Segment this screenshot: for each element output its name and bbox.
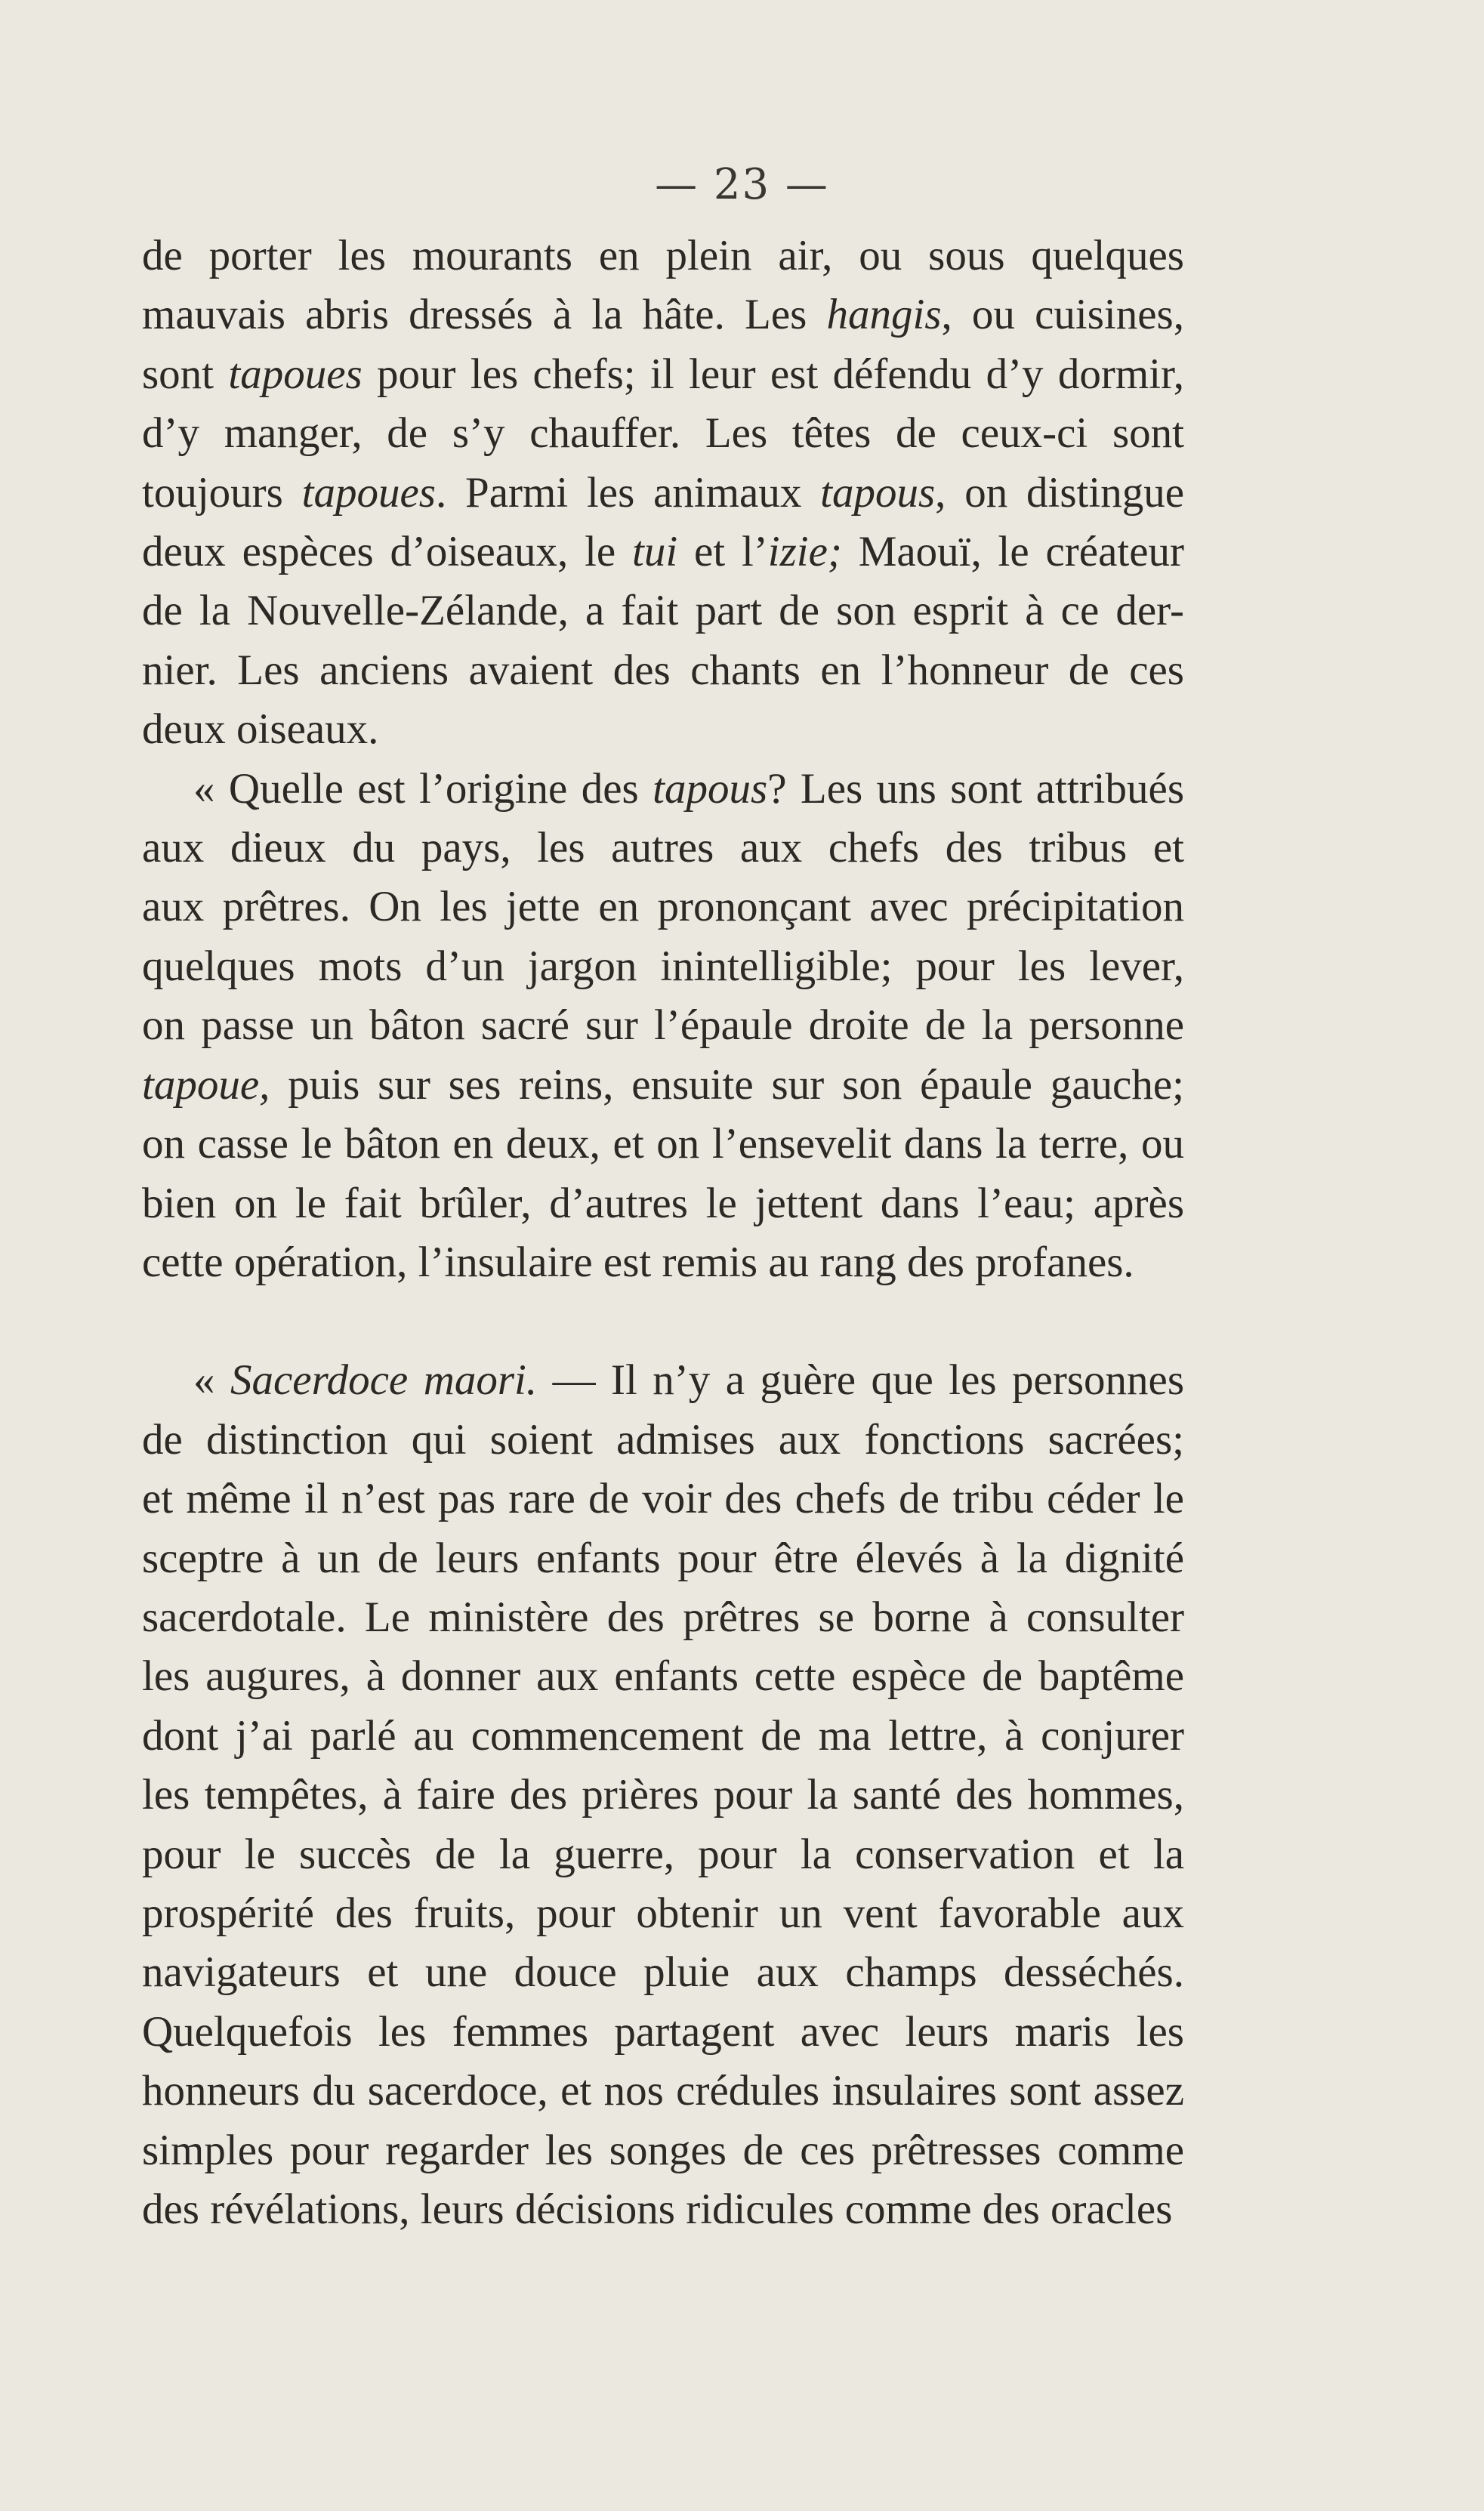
text-line [142, 1529, 1184, 1588]
text-line [142, 1174, 1184, 1233]
text-line [142, 1707, 1184, 1766]
text-line [142, 2003, 1184, 2062]
text-run: prospérité des fruits, pour obtenir un vent favorable aux [142, 1889, 1184, 1937]
body-text [142, 227, 1184, 2239]
text-run: , on distingue [935, 468, 1184, 517]
italic-term: tapous [820, 468, 936, 517]
text-line [142, 1056, 1184, 1115]
text-line [142, 227, 1184, 285]
text-run: mauvais abris dressés à la hâte. Les [142, 291, 827, 339]
text-line [142, 1588, 1184, 1647]
text-line [142, 2062, 1184, 2121]
text-run: des révélations, leurs décisions ridicules comme des oracles [142, 2186, 1173, 2233]
text-run: bien on le fait brûler, d’autres le jettent dans l’eau; après [142, 1179, 1184, 1227]
text-run: pour le succès de la guerre, pour la conservation et la [142, 1830, 1184, 1878]
text-line [142, 996, 1184, 1055]
italic-term: izie; [767, 528, 842, 576]
text-run: d’y manger, de s’y chauffer. Les têtes de ceux-ci sont [142, 409, 1184, 458]
paragraph-tapou-origin [142, 760, 1184, 1293]
italic-term: hangis [826, 291, 942, 339]
text-run: Quelquefois les femmes partagent avec leurs maris les [142, 2007, 1184, 2056]
text-line [142, 700, 1184, 759]
text-line [142, 1884, 1184, 1943]
text-line [142, 285, 1184, 344]
text-run: Maouï, le créateur [841, 528, 1184, 576]
text-run: simples pour regarder les songes de ces prêtresses comme [142, 2126, 1184, 2174]
text-run: , ou cuisines, [941, 291, 1184, 339]
text-line [142, 1411, 1184, 1470]
text-line [142, 1647, 1184, 1706]
text-run: — Il n’y a guère que les personnes [537, 1356, 1185, 1405]
text-run: on passe un bâton sacré sur l’épaule droite de la personne [142, 1001, 1184, 1050]
text-line [142, 464, 1184, 523]
text-run: de la Nouvelle-Zélande, a fait part de son esprit à ce der- [142, 587, 1184, 635]
text-run: deux espèces d’oiseaux, le [142, 528, 633, 576]
text-run: ? Les uns sont attribués [767, 764, 1184, 813]
text-line [142, 819, 1184, 878]
text-run: nier. Les anciens avaient des chants en l’honneur de ces [142, 646, 1184, 694]
text-run: aux prêtres. On les jette en prononçant avec précipitation [142, 883, 1184, 931]
text-line [142, 2180, 1184, 2239]
page-number: — 23 — [655, 160, 829, 209]
text-line [142, 523, 1184, 581]
text-run: deux oiseaux. [142, 705, 379, 754]
text-run: on casse le bâton en deux, et on l’ensevelit dans la terre, ou [142, 1120, 1184, 1168]
italic-term: tui [632, 528, 678, 576]
text-line [142, 1115, 1184, 1174]
text-line [142, 937, 1184, 996]
text-line [142, 345, 1184, 404]
text-line [142, 1825, 1184, 1884]
text-line [142, 1351, 1184, 1410]
text-run: et l’ [677, 528, 768, 576]
text-run: quelques mots d’un jargon inintelligible; pour les lever, [142, 942, 1184, 990]
text-run: sacerdotale. Le ministère des prêtres se borne à consulter [142, 1593, 1184, 1641]
text-line [142, 581, 1184, 640]
italic-term: Sacerdoce maori. [230, 1356, 538, 1405]
text-line [142, 2121, 1184, 2180]
text-run: dont j’ai parlé au commencement de ma lettre, à conjurer [142, 1711, 1184, 1760]
text-line [142, 1766, 1184, 1825]
italic-term: tapoues [228, 350, 363, 398]
text-run: honneurs du sacerdoce, et nos crédules insulaires sont assez [142, 2067, 1184, 2115]
text-line [142, 878, 1184, 936]
text-run: . Parmi les animaux [435, 468, 821, 517]
text-run: pour les chefs; il leur est défendu d’y dormir, [362, 350, 1184, 398]
italic-term: tapoue, [142, 1060, 270, 1109]
text-line [142, 1943, 1184, 2002]
text-run: « Quelle est l’origine des [193, 764, 653, 813]
text-run: aux dieux du pays, les autres aux chefs des tribus et [142, 824, 1184, 872]
text-run: les augures, à donner aux enfants cette espèce de baptême [142, 1652, 1184, 1701]
paragraph-tapou-places [142, 227, 1184, 760]
italic-term: tapoues [301, 468, 436, 517]
text-line [142, 404, 1184, 463]
text-line [142, 760, 1184, 819]
text-run: de porter les mourants en plein air, ou sous quelques [142, 232, 1184, 279]
text-run: puis sur ses reins, ensuite sur son épaule gauche; [270, 1060, 1184, 1109]
text-line [142, 1233, 1184, 1292]
text-run: cette opération, l’insulaire est remis au rang des profanes. [142, 1238, 1134, 1286]
italic-term: tapous [653, 764, 768, 813]
text-run: navigateurs et une douce pluie aux champs desséchés. [142, 1948, 1184, 1997]
text-run: sceptre à un de leurs enfants pour être élevés à la dignité [142, 1534, 1184, 1582]
text-run: de distinction qui soient admises aux fonctions sacrées; [142, 1415, 1184, 1464]
text-run: toujours [142, 468, 302, 517]
text-run: sont [142, 350, 229, 398]
text-run: les tempêtes, à faire des prières pour la santé des hommes, [142, 1771, 1184, 1819]
text-run: « [193, 1356, 230, 1405]
text-run: et même il n’est pas rare de voir des chefs de tribu céder le [142, 1475, 1184, 1523]
text-line [142, 641, 1184, 700]
paragraph-sacerdoce-maori [142, 1351, 1184, 2239]
text-line [142, 1470, 1184, 1529]
